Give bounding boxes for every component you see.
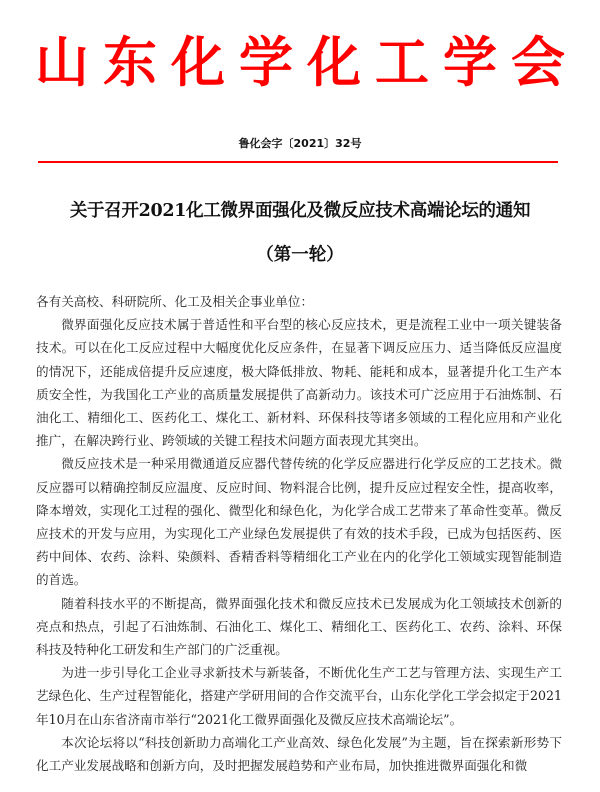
body-paragraph: 微反应技术是一种采用微通道反应器代替传统的化学反应器进行化学反应的工艺技术。微反应器可以精确控制反应温度、反应时间、物料混合比例，提升反应过程安全性，提高收率，降本增效，实现化工过程的强化、微型化和绿色化，为化学合成工艺带来了革命性变革。微反应技术的开发与应用，为实现化工产业绿色发展提供了有效的技术手段，已成为包括医药、医药中间体、农药、涂料、染颜料、香精香料等精细化工产业在内的化学化工领域实现智能制造的首选。 bbox=[36, 456, 562, 588]
body-paragraph: 为进一步引导化工企业寻求新技术与新装备，不断优化生产工艺与管理方法、实现生产工艺绿色化、生产过程智能化，搭建产学研用间的合作交流平台，山东化学化工学会拟定于2021年10月在山东省济南市举行“2021化工微界面强化及微反应技术高端论坛”。 bbox=[36, 665, 562, 727]
body-paragraph: 本次论坛将以“科技创新助力高端化工产业高效、绿色化发展”为主题，旨在探索新形势下化工产业发展战略和创新方向，及时把握发展趋势和产业布局，加快推进微界面强化和微 bbox=[36, 734, 562, 774]
notice-round: （第一轮） bbox=[256, 245, 344, 265]
salutation: 各有关高校、科研院所、化工及相关企事业单位： bbox=[36, 294, 314, 309]
body-paragraph: 随着科技水平的不断提高，微界面强化技术和微反应技术已发展成为化工领域技术创新的亮点和热点，引起了石油炼制、石油化工、煤化工、精细化工、医药化工、农药、涂料、环保科技及特种化工研发和生产部门的广泛重视。 bbox=[36, 595, 562, 658]
body-paragraph: 微界面强化反应技术属于普适性和平台型的核心反应技术，更是流程工业中一项关键装备技术。可以在化工反应过程中大幅度优化反应条件，在显著下调反应压力、适当降低反应温度的情况下，还能成倍提升反应速度，极大降低排放、物耗、能耗和成本，显著提升化工生产本质安全性，为我国化工产业的高质量发展提供了高新动力。该技术可广泛应用于石油炼制、石油化工、精细化工、医药化工、煤化工、新材料、环保科技等诸多领域的工程化应用和产业化推广，在解决跨行业、跨领域的关键工程技术问题方面表现尤其突出。 bbox=[36, 317, 562, 449]
document-number: 鲁化会字〔2021〕32号 bbox=[238, 137, 362, 150]
notice-title: 关于召开2021化工微界面强化及微反应技术高端论坛的通知 bbox=[69, 201, 531, 221]
organization-title: 山东化学化工学会 bbox=[35, 30, 579, 94]
notice-body bbox=[36, 290, 562, 777]
red-header-rule bbox=[38, 161, 558, 163]
